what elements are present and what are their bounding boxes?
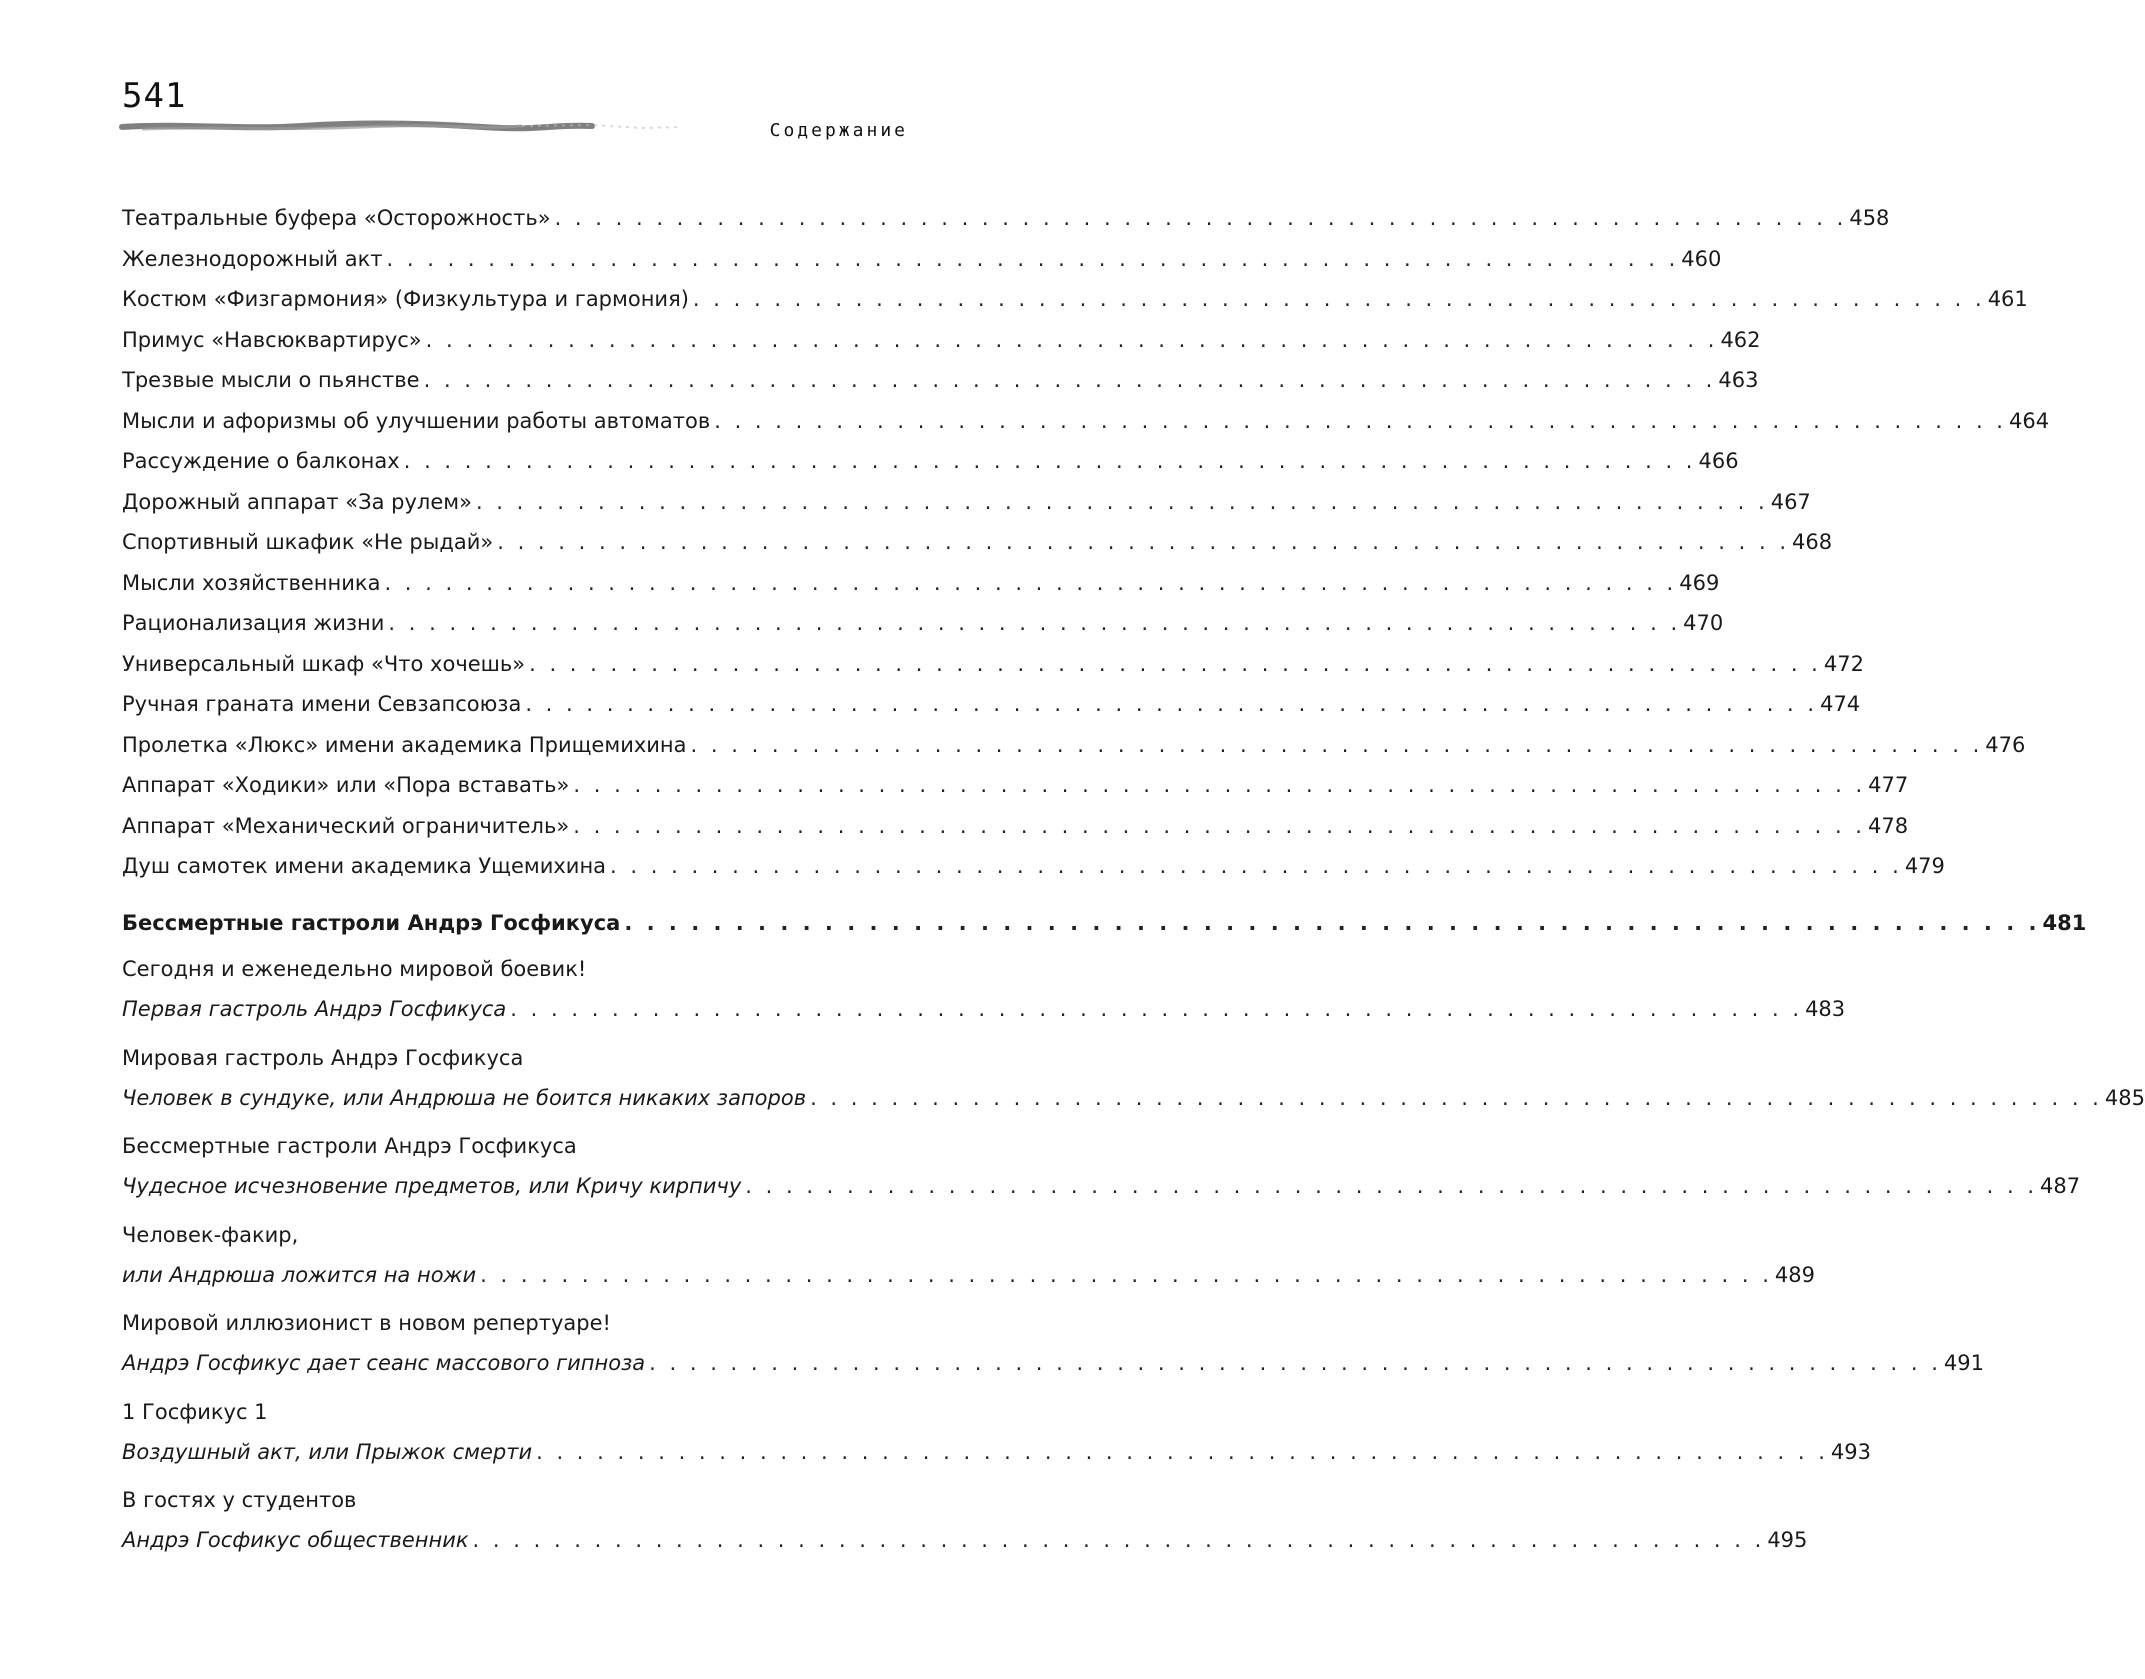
dot-leader [536, 1432, 1825, 1473]
toc-group [122, 949, 1846, 1030]
dot-leader [745, 1166, 2034, 1207]
toc-entry-page: 491 [1943, 1351, 1984, 1375]
toc-entry-title: Андрэ Госфикус дает сеанс массового гипноза [122, 1351, 646, 1375]
page-number: 541 [122, 76, 187, 116]
toc-entry-page: 483 [1805, 997, 1846, 1021]
toc-entry-page: 464 [2008, 408, 2050, 433]
dot-leader [649, 1343, 1938, 1384]
toc-entry-page: 462 [1720, 327, 1761, 352]
toc-entry-page: 481 [2042, 910, 2087, 935]
toc-entry-title: Костюм «Физгармония» (Физкультура и гармония) [122, 287, 689, 311]
toc-entry-page: 476 [1985, 732, 2026, 757]
dot-leader [404, 441, 1693, 482]
toc-entry-title: Рассуждение о балконах [122, 449, 400, 473]
toc-entry-page: 479 [1904, 854, 1945, 878]
toc-entry-title: Примус «Навсюквартирус» [122, 327, 422, 352]
toc-entry [122, 603, 1724, 644]
toc-entry-title: Душ самотек имени академика Ущемихина [122, 854, 607, 878]
toc-entry-page: 489 [1774, 1262, 1815, 1287]
table-of-contents [122, 198, 2145, 1561]
decorative-rule [122, 118, 682, 136]
toc-group-heading: Мировой иллюзионист в новом репертуаре! [122, 1311, 611, 1335]
toc-group-heading: Мировая гастроль Андрэ Госфикуса [122, 1045, 524, 1070]
dot-leader [529, 644, 1818, 685]
toc-entry [122, 1432, 1871, 1473]
toc-entry-page: 467 [1770, 489, 1811, 514]
dot-leader [388, 603, 1677, 644]
toc-entry-page: 472 [1823, 651, 1864, 676]
toc-entry-title: Человек в сундуке, или Андрюша не боится никаких запоров [122, 1085, 807, 1110]
dot-leader [624, 903, 2036, 944]
toc-entry-title: Универсальный шкаф «Что хочешь» [122, 651, 526, 676]
dot-leader [714, 401, 2003, 442]
dot-leader [510, 989, 1799, 1030]
dot-leader [426, 320, 1715, 361]
toc-entry-page: 493 [1830, 1439, 1871, 1464]
toc-entry-title: Первая гастроль Андрэ Госфикуса [122, 997, 507, 1021]
toc-entry-title: Андрэ Госфикус общественник [122, 1528, 469, 1552]
dot-leader [810, 1078, 2099, 1119]
toc-group-heading: В гостях у студентов [122, 1488, 357, 1512]
toc-entry [122, 239, 1722, 280]
toc-entry-title: Дорожный аппарат «За рулем» [122, 489, 472, 514]
dot-leader [473, 1520, 1762, 1561]
toc-entry-page: 469 [1679, 570, 1720, 595]
toc-entry-title: Бессмертные гастроли Андрэ Госфикуса [122, 910, 621, 935]
toc-entry-title: Рационализация жизни [122, 611, 385, 635]
toc-entry-page: 461 [1987, 287, 2028, 311]
toc-entry [122, 482, 1811, 523]
toc-entry [122, 846, 1945, 887]
toc-entry-page: 468 [1792, 530, 1833, 554]
toc-entry-title: Мысли хозяйственника [122, 570, 381, 595]
toc-entry [122, 279, 2028, 320]
toc-entry-page: 458 [1849, 206, 1890, 230]
dot-leader [555, 198, 1844, 239]
dot-leader [480, 1255, 1769, 1296]
toc-entry [122, 684, 1861, 725]
dot-leader [691, 725, 1980, 766]
toc-entry-page: 478 [1867, 813, 1909, 838]
toc-entry-page: 485 [2104, 1085, 2145, 1110]
toc-entry [122, 644, 1864, 685]
toc-entry-page: 495 [1767, 1528, 1808, 1552]
dot-leader [384, 563, 1673, 604]
toc-entry [122, 360, 1759, 401]
running-head: Содержание [769, 120, 908, 141]
toc-entry [122, 989, 1846, 1030]
toc-group [122, 1392, 1871, 1473]
toc-group [122, 1480, 1808, 1561]
toc-entry [122, 441, 1739, 482]
dot-leader [610, 846, 1899, 887]
toc-entry [122, 1166, 2081, 1207]
toc-entry [122, 401, 2050, 442]
toc-entry-title: Чудесное исчезновение предметов, или Кричу кирпичу [122, 1174, 742, 1198]
toc-group-heading: Бессмертные гастроли Андрэ Госфикуса [122, 1134, 577, 1158]
toc-entry-title: или Андрюша ложится на ножи [122, 1262, 477, 1287]
toc-entry-page: 460 [1681, 246, 1722, 271]
toc-entry-title: Пролетка «Люкс» имени академика Прищемихина [122, 732, 687, 757]
toc-group [122, 1126, 2081, 1207]
toc-entry [122, 1520, 1808, 1561]
dot-leader [573, 806, 1862, 847]
toc-group [122, 1038, 2145, 1119]
toc-entry-title: Спортивный шкафик «Не рыдай» [122, 530, 494, 554]
toc-entry-title: Ручная граната имени Севзапсоюза [122, 692, 522, 716]
toc-group-heading: Сегодня и еженедельно мировой боевик! [122, 957, 587, 981]
toc-entry-page: 470 [1683, 611, 1724, 635]
toc-entry-page: 474 [1820, 692, 1861, 716]
dot-leader [497, 522, 1786, 563]
dot-leader [424, 360, 1713, 401]
toc-entry-title: Аппарат «Механический ограничитель» [122, 813, 570, 838]
toc-entry [122, 806, 1909, 847]
toc-entry [122, 725, 2026, 766]
toc-entry [122, 1343, 1984, 1384]
toc-entry-title: Воздушный акт, или Прыжок смерти [122, 1439, 533, 1464]
toc-group [122, 1215, 1815, 1296]
toc-entry [122, 1078, 2145, 1119]
toc-entry-title: Аппарат «Ходики» или «Пора вставать» [122, 773, 570, 797]
toc-entry-title: Мысли и афоризмы об улучшении работы автоматов [122, 408, 711, 433]
toc-entry [122, 320, 1761, 361]
dot-leader [476, 482, 1765, 523]
toc-entry-title: Трезвые мысли о пьянстве [122, 368, 420, 392]
toc-entry [122, 765, 1909, 806]
dot-leader [693, 279, 1982, 320]
toc-entry-page: 466 [1698, 449, 1739, 473]
toc-entry-page: 463 [1718, 368, 1759, 392]
toc-entry [122, 1255, 1815, 1296]
dot-leader [573, 765, 1862, 806]
toc-entry [122, 563, 1720, 604]
toc-entry-title: Театральные буфера «Осторожность» [122, 206, 551, 230]
toc-section-heading [122, 903, 2087, 944]
toc-group-heading: 1 Госфикус 1 [122, 1399, 268, 1424]
toc-entry-page: 487 [2040, 1174, 2081, 1198]
toc-entry [122, 198, 1890, 239]
toc-entry [122, 522, 1833, 563]
toc-group [122, 1303, 1984, 1384]
toc-group-heading: Человек-факир, [122, 1222, 299, 1247]
dot-leader [387, 239, 1676, 280]
dot-leader [525, 684, 1814, 725]
toc-entry-title: Железнодорожный акт [122, 246, 383, 271]
toc-entry-page: 477 [1868, 773, 1909, 797]
